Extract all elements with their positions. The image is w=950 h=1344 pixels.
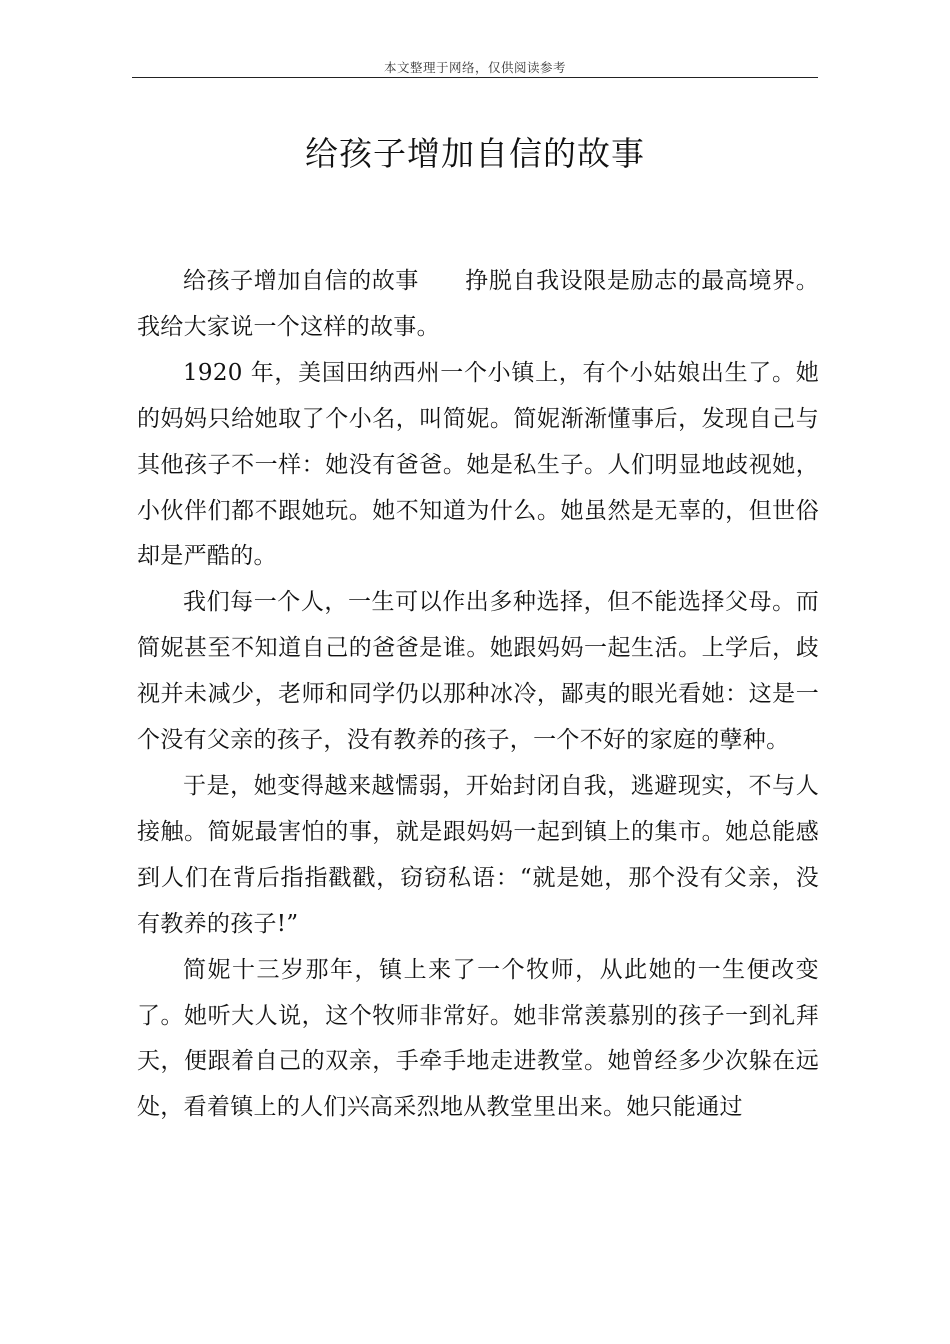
paragraph xyxy=(137,764,819,948)
paragraph-text: 简妮十三岁那年，镇上来了一个牧师，从此她的一生便改变了。她听大人说，这个牧师非常好。她非常羡慕别的孩子一到礼拜天，便跟着自己的双亲，手牵手地走进教堂。她曾经多少次躲在远处，看着镇上的人们兴高采烈地从教堂里出来。她只能通过 xyxy=(137,956,819,1121)
paragraph xyxy=(137,580,819,764)
paragraph xyxy=(137,259,819,351)
paragraph-text: 于是，她变得越来越懦弱，开始封闭自我，逃避现实，不与人接触。简妮最害怕的事，就是跟妈妈一起到镇上的集市。她总能感到人们在背后指指戳戳，窃窃私语：“就是她，那个没有父亲，没有教养的孩子!” xyxy=(137,772,819,937)
paragraph-text: 挣脱自我设限是励志的最高境界。我给大家说一个这样的故事。 xyxy=(137,268,819,340)
paragraph-text: 1920 年，美国田纳西州一个小镇上，有个小姑娘出生了。她的妈妈只给她取了个小名，叫简妮。简妮渐渐懂事后，发现自己与其他孩子不一样：她没有爸爸。她是私生子。人们明显地歧视她，小伙伴们都不跟她玩。她不知道为什么。她虽然是无辜的，但世俗却是严酷的。 xyxy=(137,359,819,570)
document-body xyxy=(137,259,819,1131)
paragraph-lead: 给孩子增加自信的故事 xyxy=(183,268,419,294)
document-title: 给孩子增加自信的故事 xyxy=(305,134,645,173)
header-note: 本文整理于网络，仅供阅读参考 xyxy=(383,60,566,75)
paragraph xyxy=(137,948,819,1132)
paragraph-text: 我们每一个人，一生可以作出多种选择，但不能选择父母。而简妮甚至不知道自己的爸爸是谁。她跟妈妈一起生活。上学后，歧视并未减少，老师和同学仍以那种冰冷，鄙夷的眼光看她：这是一个没有父亲的孩子，没有教养的孩子，一个不好的家庭的孽种。 xyxy=(137,589,819,754)
paragraph xyxy=(137,351,819,581)
header-divider xyxy=(132,77,818,78)
